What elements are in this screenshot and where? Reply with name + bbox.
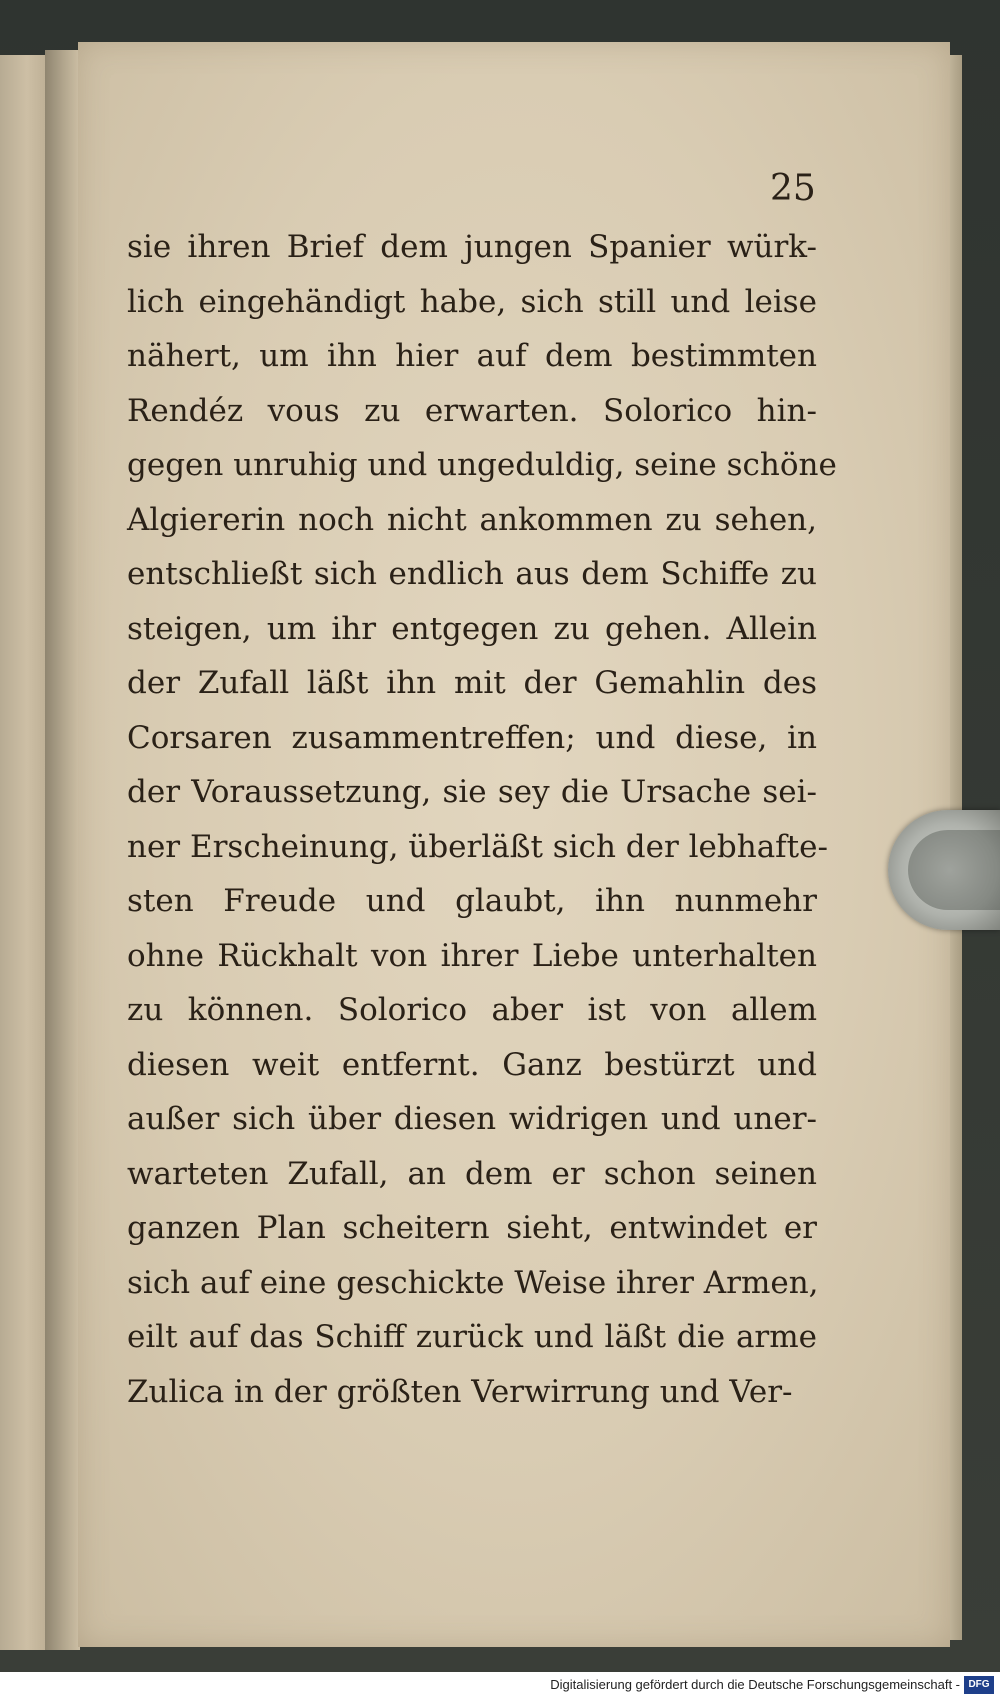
text-line: der Zufall läßt ihn mit der Gemahlin des (127, 665, 817, 701)
text-line: nähert, um ihn hier auf dem bestimmten (127, 338, 817, 374)
page-number: 25 (770, 168, 816, 209)
left-page-edge (0, 55, 47, 1650)
body-text (127, 220, 837, 1419)
text-line: der Voraussetzung, sie sey die Ursache sei- (127, 774, 817, 810)
book-gutter (45, 50, 80, 1650)
text-line: sich auf eine geschickte Weise ihrer Armen, (127, 1264, 819, 1301)
text-line: Algiererin noch nicht ankommen zu sehen, (127, 501, 817, 538)
text-line: eilt auf das Schiff zurück und läßt die arme (127, 1319, 817, 1355)
text-line: gegen unruhig und ungeduldig, seine schöne (127, 447, 837, 483)
text-line: ohne Rückhalt von ihrer Liebe unterhalten (127, 937, 817, 974)
page-clip-shadow (908, 830, 1000, 910)
text-line: lich eingehändigt habe, sich still und leise (127, 283, 817, 320)
text-line: ganzen Plan scheitern sieht, entwindet er (127, 1210, 817, 1246)
text-line: Rendéz vous zu erwarten. Solorico hin- (127, 392, 817, 429)
footer-credit: Digitalisierung gefördert durch die Deutsche Forschungsgemeinschaft - (550, 1677, 960, 1692)
text-line: steigen, um ihr entgegen zu gehen. Allein (127, 610, 817, 647)
text-line: Corsaren zusammentreffen; und diese, in (127, 719, 817, 756)
text-line: sie ihren Brief dem jungen Spanier würk- (127, 229, 817, 265)
text-line: ner Erscheinung, überläßt sich der lebhafte- (127, 828, 828, 865)
text-line: entschließt sich endlich aus dem Schiffe zu (127, 556, 817, 592)
text-line: sten Freude und glaubt, ihn nunmehr (127, 883, 817, 919)
text-line: diesen weit entfernt. Ganz bestürzt und (127, 1046, 817, 1083)
text-line: zu können. Solorico aber ist von allem (127, 992, 817, 1028)
text-line: außer sich über diesen widrigen und uner- (127, 1101, 817, 1137)
dfg-logo: DFG (964, 1676, 994, 1694)
text-line: warteten Zufall, an dem er schon seinen (127, 1155, 817, 1192)
text-line: Zulica in der größten Verwirrung und Ver- (127, 1373, 793, 1410)
